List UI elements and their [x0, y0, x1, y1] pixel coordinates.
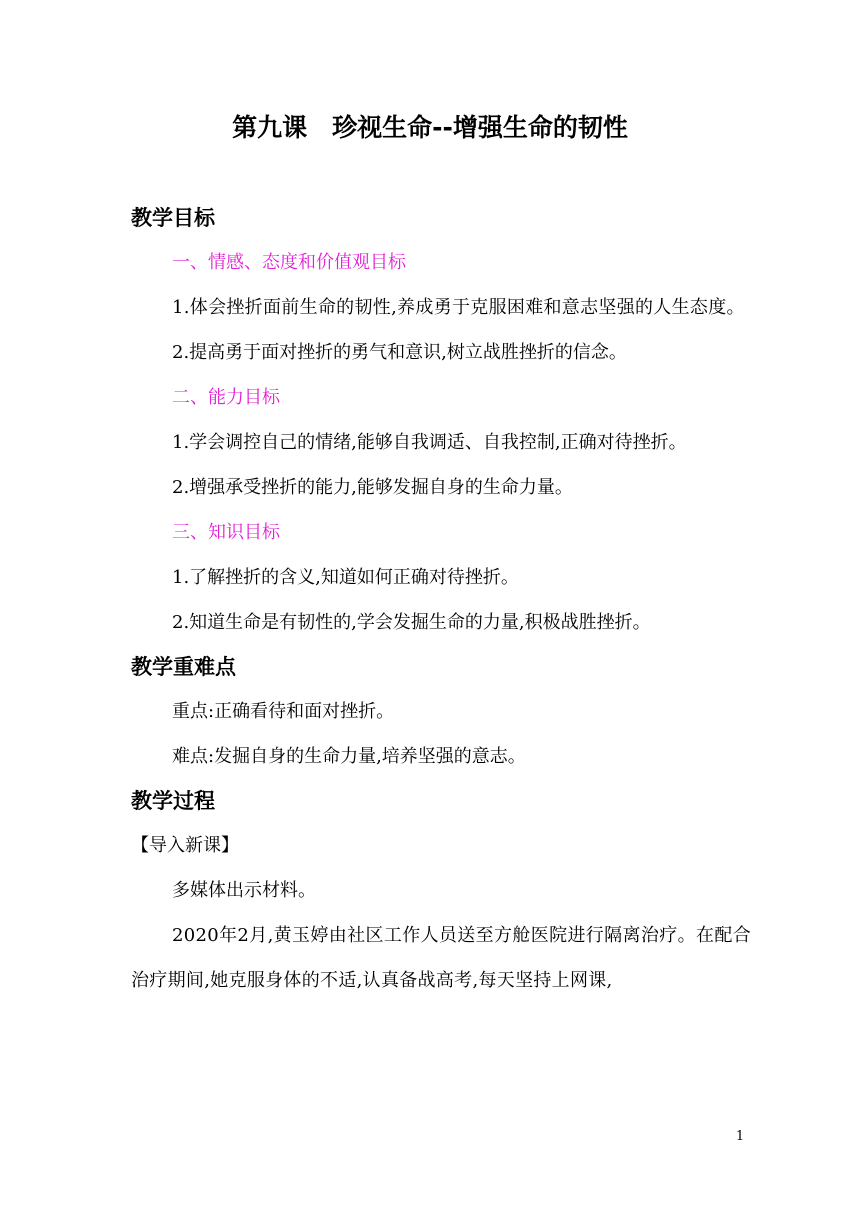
difficult-point: 难点:发掘自身的生命力量,培养坚强的意志。: [172, 746, 526, 767]
subheading-knowledge-goals: 三、知识目标: [172, 522, 280, 543]
document-body: [131, 196, 751, 1003]
objective-ability-item-2: 2.增强承受挫折的能力,能够发掘自身的生命力量。: [172, 477, 573, 498]
section-heading-objectives: 教学目标: [131, 206, 215, 230]
process-paragraph-1: 多媒体出示材料。: [172, 880, 316, 901]
intro-label: 【导入新课】: [131, 835, 239, 856]
section-heading-key-points: 教学重难点: [131, 655, 236, 679]
objective-emotion-item-2: 2.提高勇于面对挫折的勇气和意识,树立战胜挫折的信念。: [172, 342, 627, 363]
subheading-emotion-goals: 一、情感、态度和价值观目标: [172, 252, 406, 273]
subheading-ability-goals: 二、能力目标: [172, 387, 280, 408]
objective-knowledge-item-1: 1.了解挫折的含义,知道如何正确对待挫折。: [172, 567, 519, 588]
process-paragraph-2: 2020年2月,黄玉婷由社区工作人员送至方舱医院进行隔离治疗。在配合治疗期间,她克服身体的不适,认真备战高考,每天坚持上网课,: [131, 925, 751, 991]
key-point: 重点:正确看待和面对挫折。: [172, 701, 395, 722]
objective-knowledge-item-2: 2.知道生命是有韧性的,学会发掘生命的力量,积极战胜挫折。: [172, 612, 651, 633]
page-number: 1: [735, 1129, 745, 1144]
objective-emotion-item-1: 1.体会挫折面前生命的韧性,养成勇于克服困难和意志坚强的人生态度。: [172, 297, 745, 318]
section-heading-process: 教学过程: [131, 789, 215, 813]
page-title: 第九课 珍视生命--增强生命的韧性: [232, 113, 628, 142]
objective-ability-item-1: 1.学会调控自己的情绪,能够自我调适、自我控制,正确对待挫折。: [172, 432, 687, 453]
